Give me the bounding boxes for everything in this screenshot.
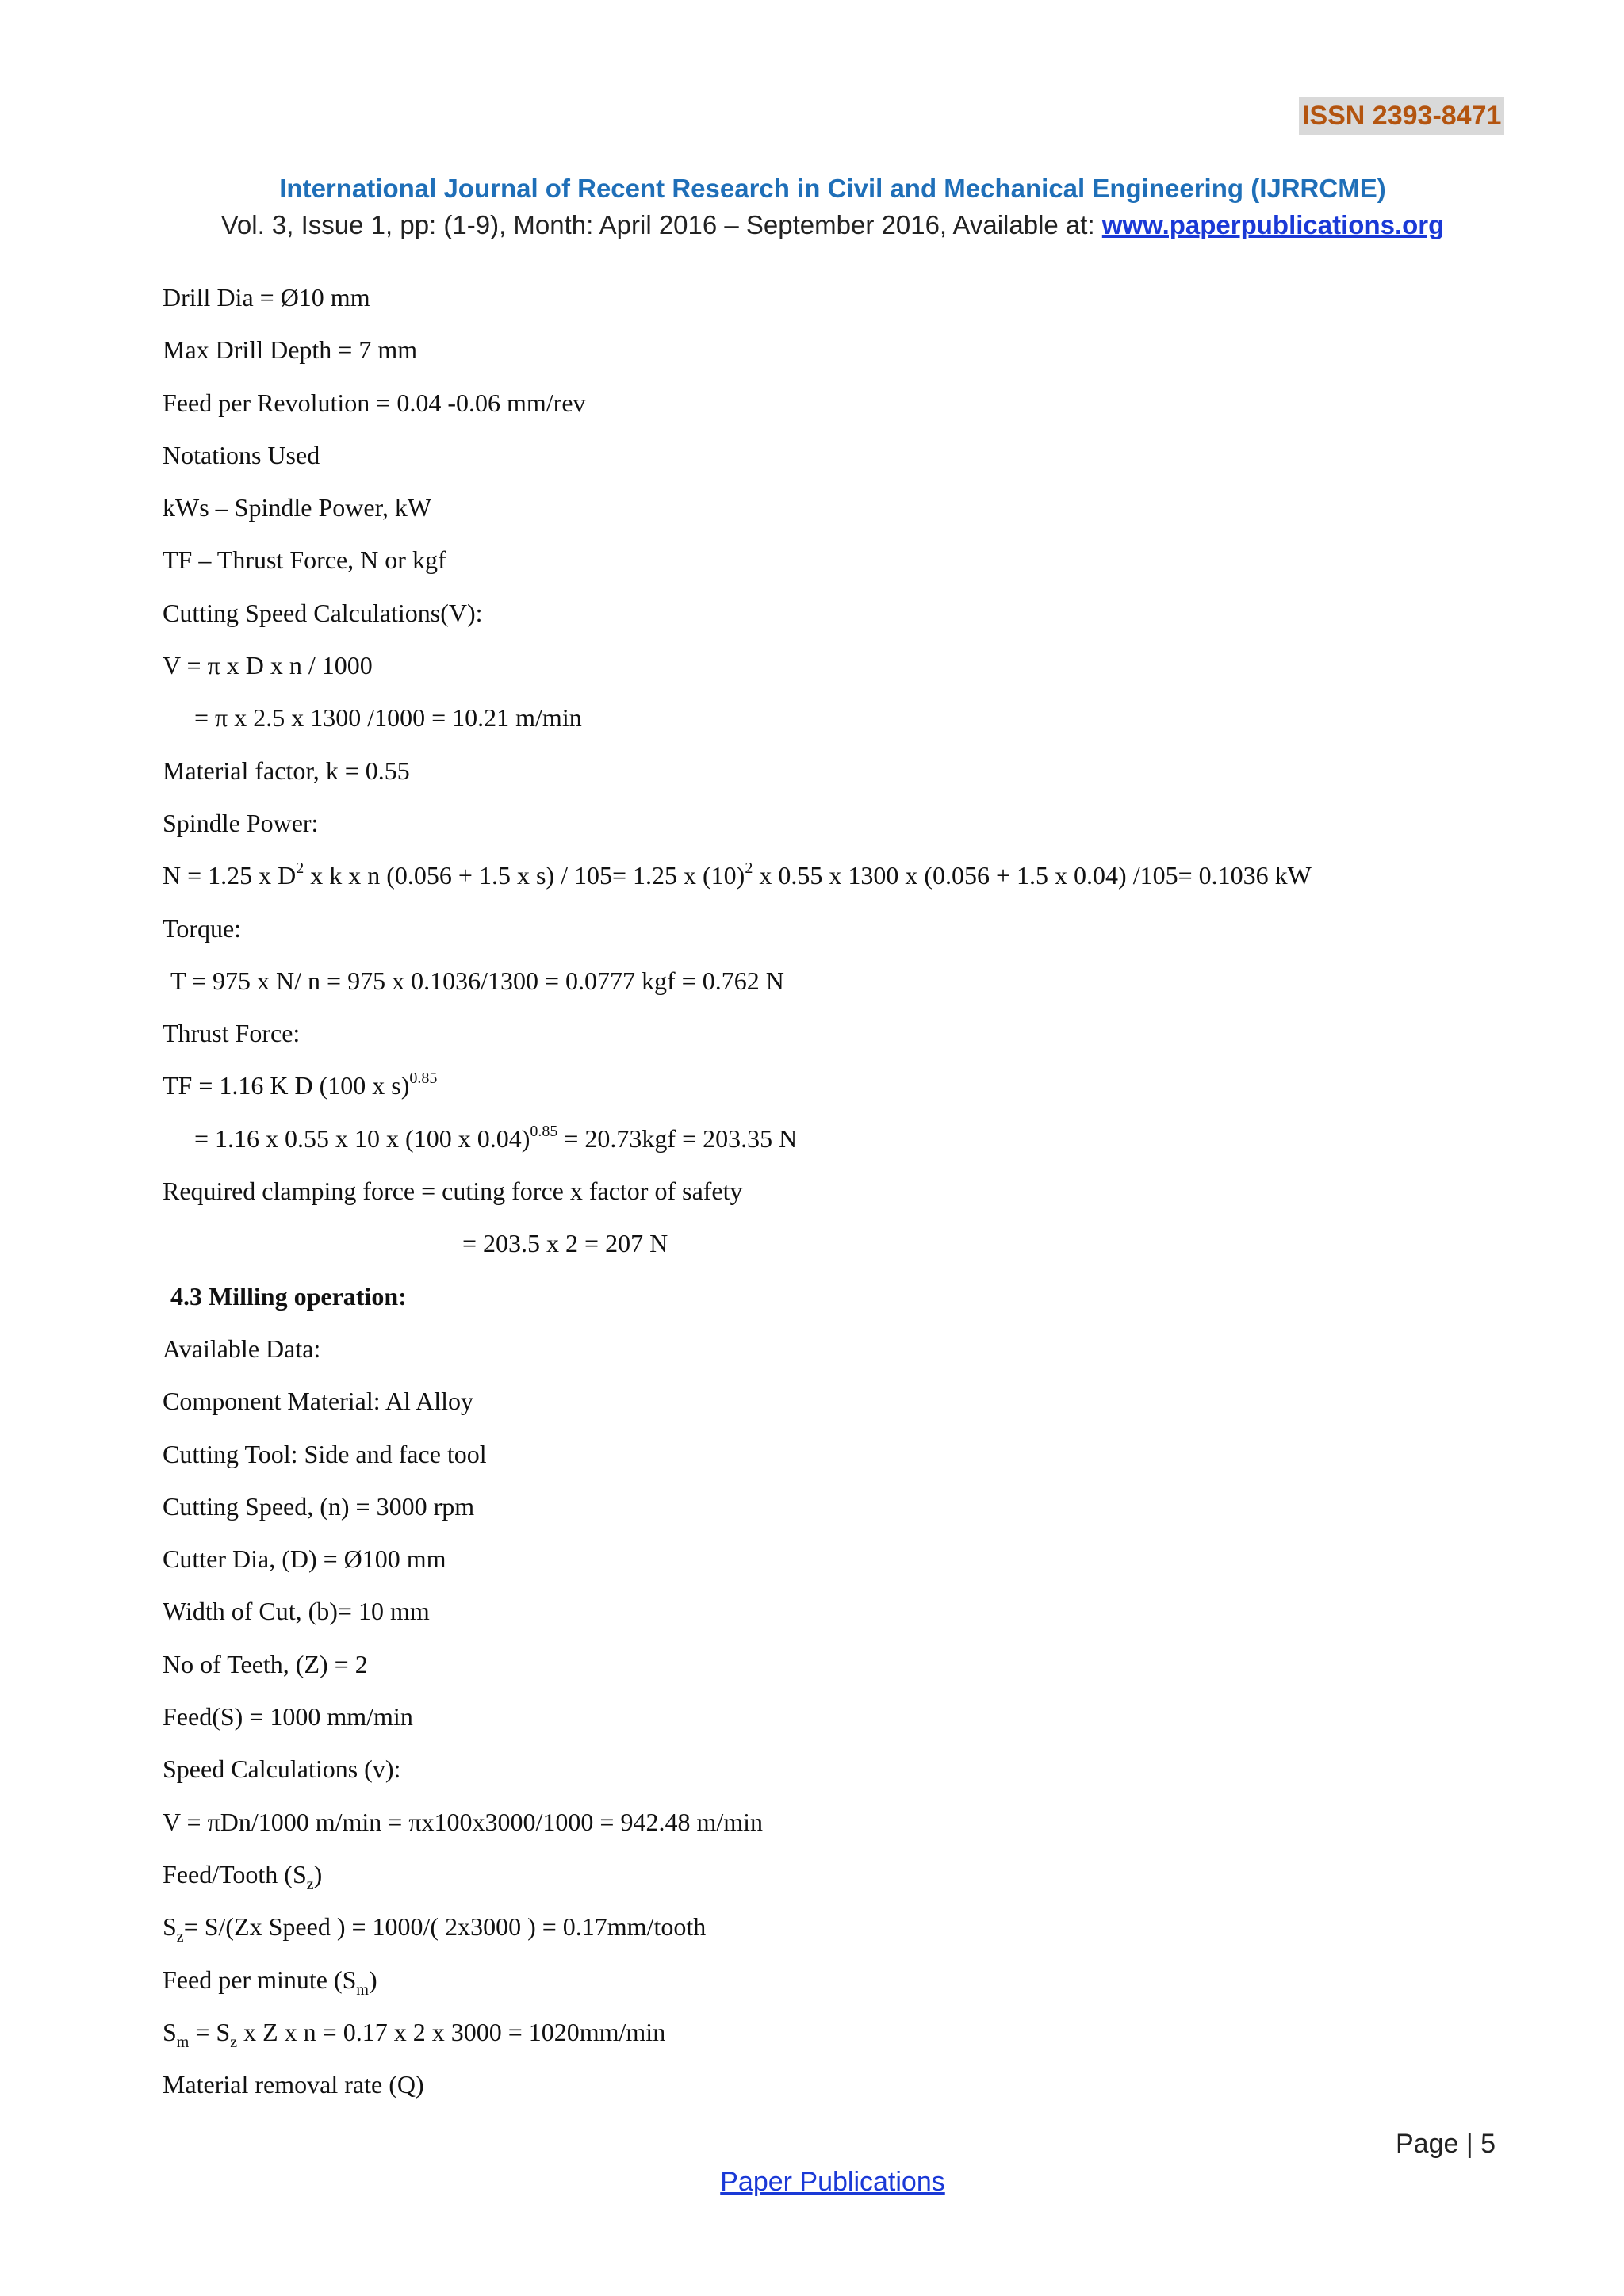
eq-part: = 20.73kgf = 203.35 N xyxy=(557,1123,798,1153)
text-line: Torque: xyxy=(163,913,242,943)
eq-part: = 1.16 x 0.55 x 10 x (100 x 0.04) xyxy=(194,1123,530,1153)
eq-part: = S/(Zx Speed ) = 1000/( 2x3000 ) = 0.17mm/tooth xyxy=(183,1912,707,1942)
text-line: Cutting Speed, (n) = 3000 rpm xyxy=(163,1491,475,1521)
equation-line xyxy=(163,1120,1511,1173)
text-line: Speed Calculations (v): xyxy=(163,1755,401,1784)
equation-line: V = π x D x n / 1000 xyxy=(163,651,373,680)
text-line: Width of Cut, (b)= 10 mm xyxy=(163,1597,430,1626)
text-line: Thrust Force: xyxy=(163,1019,301,1048)
equation-line: = π x 2.5 x 1300 /1000 = 10.21 m/min xyxy=(194,703,582,733)
eq-part: TF = 1.16 K D (100 x s) xyxy=(163,1071,410,1100)
text-line: Available Data: xyxy=(163,1334,321,1363)
paper-body xyxy=(163,279,1511,2118)
text-line xyxy=(163,1961,1511,2014)
eq-part: N = 1.25 x D xyxy=(163,861,297,890)
eq-part: Feed per minute (S xyxy=(163,1965,357,1994)
eq-subscript: z xyxy=(230,2033,238,2051)
text-line: Material removal rate (Q) xyxy=(163,2070,424,2099)
eq-subscript: m xyxy=(356,1980,369,1999)
text-line: TF – Thrust Force, N or kgf xyxy=(163,545,446,575)
eq-superscript: 0.85 xyxy=(409,1070,438,1088)
journal-volume-line xyxy=(0,208,1624,243)
text-line: No of Teeth, (Z) = 2 xyxy=(163,1649,368,1678)
text-line: Cutting Tool: Side and face tool xyxy=(163,1439,487,1468)
eq-superscript: 2 xyxy=(296,859,304,878)
volume-text: Vol. 3, Issue 1, pp: (1-9), Month: April 2016 – September 2016, Available at: xyxy=(220,210,1102,239)
eq-subscript: z xyxy=(176,1928,184,1946)
equation-line xyxy=(163,1908,1511,1961)
eq-part: ) xyxy=(368,1965,377,1994)
issn-label: ISSN 2393-8471 xyxy=(1299,97,1504,135)
text-line: kWs – Spindle Power, kW xyxy=(163,493,432,522)
journal-title: International Journal of Recent Research in Civil and Mechanical Engineering (IJRRCME) xyxy=(279,174,1386,203)
text-line: Cutter Dia, (D) = Ø100 mm xyxy=(163,1544,446,1574)
eq-part: = S xyxy=(189,2017,231,2046)
text-line: Drill Dia = Ø10 mm xyxy=(163,283,370,312)
eq-part: = 1.25 x (10) xyxy=(611,861,745,890)
equation-line xyxy=(163,857,1511,909)
publisher-link[interactable]: Paper Publications xyxy=(720,2167,945,2197)
text-line: Component Material: Al Alloy xyxy=(163,1387,473,1416)
text-line: Notations Used xyxy=(163,440,320,469)
eq-part: x Z x n = 0.17 x 2 x 3000 = 1020mm/min xyxy=(237,2017,666,2046)
text-line: Feed(S) = 1000 mm/min xyxy=(163,1702,413,1732)
eq-part: ) xyxy=(313,1859,323,1888)
eq-superscript: 2 xyxy=(745,859,753,878)
text-line: Max Drill Depth = 7 mm xyxy=(163,335,418,365)
eq-subscript: z xyxy=(306,1875,314,1893)
text-line: Feed per Revolution = 0.04 -0.06 mm/rev xyxy=(163,388,586,417)
eq-superscript: 0.85 xyxy=(530,1122,558,1140)
eq-part: x 0.55 x 1300 x (0.056 + 1.5 x 0.04) /105 xyxy=(753,861,1178,890)
equation-line xyxy=(163,1067,1511,1119)
eq-part: = 0.1036 kW xyxy=(1178,861,1312,890)
equation-line xyxy=(163,2014,1511,2066)
journal-url-link[interactable]: www.paperpublications.org xyxy=(1101,210,1445,239)
footer xyxy=(0,2164,1624,2199)
section-heading: 4.3 Milling operation: xyxy=(170,1281,407,1311)
equation-line: = 203.5 x 2 = 207 N xyxy=(462,1229,668,1258)
text-line: Required clamping force = cuting force x factor of safety xyxy=(163,1177,743,1206)
page-number: Page | 5 xyxy=(1396,2129,1496,2159)
eq-part: x k x n (0.056 + 1.5 x s) / 105 xyxy=(304,861,612,890)
eq-part: S xyxy=(163,2017,177,2046)
text-line: Cutting Speed Calculations(V): xyxy=(163,598,483,627)
eq-part: S xyxy=(163,1912,177,1942)
eq-subscript: m xyxy=(176,2033,190,2051)
equation-line: T = 975 x N/ n = 975 x 0.1036/1300 = 0.0777 kgf = 0.762 N xyxy=(170,966,784,995)
equation-line: V = πDn/1000 m/min = πx100x3000/1000 = 942.48 m/min xyxy=(163,1807,763,1836)
text-line xyxy=(163,1856,1511,1908)
eq-part: Feed/Tooth (S xyxy=(163,1859,307,1888)
text-line: Material factor, k = 0.55 xyxy=(163,756,410,785)
text-line: Spindle Power: xyxy=(163,808,319,837)
